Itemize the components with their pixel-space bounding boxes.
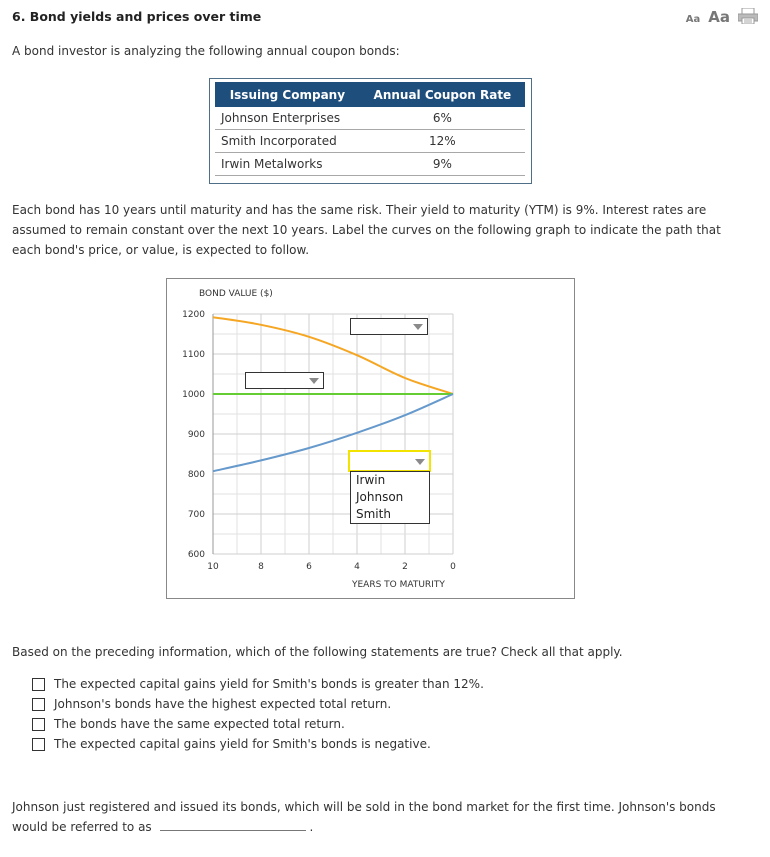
tick-labels xyxy=(182,310,456,572)
x-axis-label: YEARS TO MATURITY xyxy=(352,580,445,590)
fill-in-text: Johnson just registered and issued its bonds, which will be sold in the bond market for the first time. Johnson's bonds would be referred to as xyxy=(12,800,716,834)
printer-icon[interactable] xyxy=(738,8,758,24)
chevron-down-icon xyxy=(309,378,319,384)
curve-label-dropdown-middle[interactable] xyxy=(245,372,324,389)
answer-option-label: The expected capital gains yield for Smith's bonds is greater than 12%. xyxy=(54,677,484,691)
rate-cell: 12% xyxy=(360,130,525,153)
y-tick-label: 1000 xyxy=(182,390,205,400)
fill-in-period: . xyxy=(309,820,314,834)
question-title: 6. Bond yields and prices over time xyxy=(12,9,262,24)
x-tick-label: 0 xyxy=(450,562,456,572)
table-header-company: Issuing Company xyxy=(215,82,360,107)
font-size-controls xyxy=(686,8,730,26)
answer-option[interactable] xyxy=(32,734,484,754)
rate-cell: 6% xyxy=(360,107,525,130)
checkbox[interactable] xyxy=(32,738,45,751)
y-tick-label: 1200 xyxy=(182,310,205,320)
instructions-paragraph: Each bond has 10 years until maturity and has the same risk. Their yield to maturity (YTM) is 9%. Interest rates are assumed to remain constant over the next 10 years. Label the curves on the following graph to indicate the path that each bond's price, or value, is expected to follow. xyxy=(12,203,721,257)
font-decrease-button[interactable]: Aa xyxy=(685,14,701,25)
x-tick-label: 10 xyxy=(207,562,219,572)
table-row xyxy=(215,153,525,176)
y-tick-label: 1100 xyxy=(182,350,205,360)
curve-label-dropdown-bottom[interactable] xyxy=(348,450,431,472)
bond-value-graph xyxy=(166,278,575,599)
company-cell: Johnson Enterprises xyxy=(215,107,360,130)
dropdown-option-johnson[interactable]: Johnson xyxy=(356,490,404,504)
chevron-down-icon xyxy=(415,459,425,465)
answer-option-label: The expected capital gains yield for Smith's bonds is negative. xyxy=(54,737,431,751)
dropdown-option-smith[interactable]: Smith xyxy=(356,507,391,521)
curve-label-dropdown-top[interactable] xyxy=(350,318,428,335)
y-tick-label: 600 xyxy=(187,550,205,560)
bond-table xyxy=(215,82,525,176)
x-tick-label: 2 xyxy=(402,562,408,572)
y-axis-label: BOND VALUE ($) xyxy=(199,289,273,299)
checkbox[interactable] xyxy=(32,698,45,711)
answer-options xyxy=(32,674,484,754)
bond-table-frame xyxy=(209,78,532,184)
answer-option-label: Johnson's bonds have the highest expected total return. xyxy=(54,697,392,711)
intro-text: A bond investor is analyzing the following annual coupon bonds: xyxy=(12,44,400,58)
fill-in-question xyxy=(12,797,742,837)
company-cell: Smith Incorporated xyxy=(215,130,360,153)
font-increase-button[interactable]: Aa xyxy=(708,8,730,26)
table-header-rate: Annual Coupon Rate xyxy=(360,82,525,107)
x-tick-label: 4 xyxy=(354,562,360,572)
answer-blank-dropdown[interactable] xyxy=(160,817,306,831)
dropdown-option-irwin[interactable]: Irwin xyxy=(356,473,386,487)
answer-option[interactable] xyxy=(32,714,484,734)
company-cell: Irwin Metalworks xyxy=(215,153,360,176)
checkbox[interactable] xyxy=(32,718,45,731)
answer-option-label: The bonds have the same expected total return. xyxy=(54,717,345,731)
answer-option[interactable] xyxy=(32,674,484,694)
chevron-down-icon xyxy=(413,324,423,330)
question-intro: Based on the preceding information, which of the following statements are true? Check all that apply. xyxy=(12,645,623,659)
y-tick-label: 900 xyxy=(187,430,205,440)
y-tick-label: 700 xyxy=(187,510,205,520)
x-tick-label: 8 xyxy=(258,562,264,572)
checkbox[interactable] xyxy=(32,678,45,691)
rate-cell: 9% xyxy=(360,153,525,176)
table-row xyxy=(215,130,525,153)
table-row xyxy=(215,107,525,130)
y-tick-label: 800 xyxy=(187,470,205,480)
dropdown-options-list xyxy=(350,471,430,524)
answer-option[interactable] xyxy=(32,694,484,714)
x-tick-label: 6 xyxy=(306,562,312,572)
